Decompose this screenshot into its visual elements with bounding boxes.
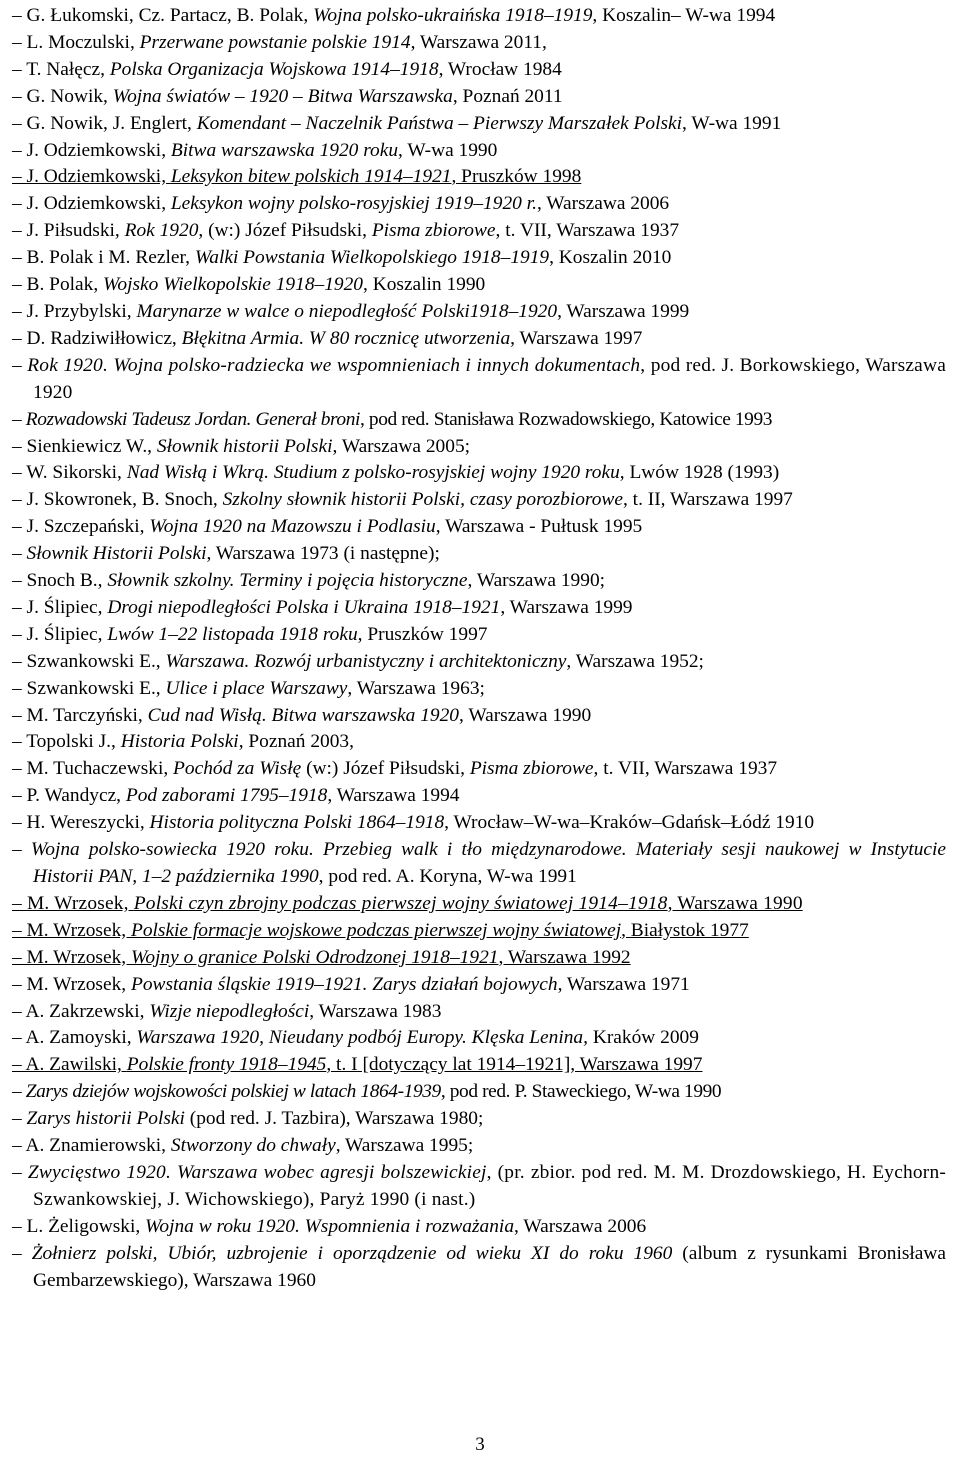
entry-text: – J. Odziemkowski, (12, 193, 171, 215)
entry-text: – L. Moczulski, (12, 31, 140, 53)
entry-text: , t. VII, Warszawa 1937 (593, 758, 778, 780)
bibliography-entry (12, 191, 946, 218)
entry-title-text: Wojna polsko-ukraińska 1918–1919 (313, 5, 593, 26)
entry-text: – A. Zawilski, (12, 1054, 127, 1076)
bibliography-list (12, 3, 946, 1295)
entry-text: – B. Polak i M. Rezler, (12, 247, 195, 269)
entry-text: – Snoch B., (12, 570, 108, 592)
bibliography-entry (12, 138, 946, 165)
entry-title-text: Drogi niepodległości Polska i Ukraina 1918–1921 (107, 596, 501, 618)
entry-title-text: Leksykon bitew polskich 1914–1921 (170, 166, 452, 188)
entry-title-text: Wojsko Wielkopolskie 1918–1920 (103, 274, 363, 296)
bibliography-entry (12, 918, 946, 945)
entry-text: – Szwankowski E., (12, 677, 166, 699)
entry-title-text: Wojna światów – 1920 – Bitwa Warszawska (112, 85, 453, 107)
entry-text: , Warszawa 1983 (309, 1000, 442, 1022)
entry-text: , Pruszków 1998 (451, 166, 582, 188)
bibliography-entry (12, 245, 946, 272)
entry-text: , Warszawa 1973 (i następne); (206, 543, 440, 565)
entry-text: , (w:) Józef Piłsudski, (198, 220, 372, 242)
entry-title-text: Wojna polsko-sowiecka 1920 roku. Przebieg walk i tło międzynarodowe. Materiały sesji naukowej w Instytucie Historii PAN, 1–2 października 1990 (30, 839, 947, 887)
bibliography-entry (12, 999, 946, 1026)
entry-text: – Szwankowski E., (12, 650, 166, 672)
bibliography-entry (12, 434, 946, 461)
entry-text: , Warszawa 1990 (459, 704, 592, 726)
entry-title-text: Polskie fronty 1918–1945 (126, 1054, 327, 1076)
entry-title-text: Słownik szkolny. Terminy i pojęcia historyczne (107, 570, 468, 592)
bibliography-entry (12, 514, 946, 541)
entry-text: , Warszawa - Pułtusk 1995 (435, 516, 643, 538)
entry-title-text: Nad Wisłą i Wkrą. Studium z polsko-rosyjskiej wojny 1920 roku (126, 462, 620, 484)
entry-text: , Warszawa 2006 (536, 193, 670, 215)
entry-title-text: Marynarze w walce o niepodległość Polski1918–1920 (136, 300, 558, 322)
bibliography-entry (12, 407, 946, 434)
entry-title-text: Polskie formacje wojskowe podczas pierwszej wojny światowej (130, 919, 622, 941)
entry-text: , Poznań 2003, (238, 731, 354, 753)
entry-title-text: Komendant – Naczelnik Państwa – Pierwszy Marszałek Polski (196, 112, 682, 134)
bibliography-entry (12, 1214, 946, 1241)
bibliography-entry (12, 676, 946, 703)
entry-text: , (pr. zbior. pod red. M. M. Drozdowskiego, H. Eychorn-Szwankowskiej, J. Wichowskiego), Paryż 1990 (i nast.) (33, 1161, 947, 1210)
entry-title-text: Żołnierz polski, Ubiór, uzbrojenie i oporządzenie od wieku XI do roku 1960 (31, 1242, 673, 1264)
entry-text: , Warszawa 1997 (510, 327, 643, 349)
entry-text: , Poznań 2011 (452, 85, 563, 107)
entry-text: – J. Ślipiec, (12, 596, 108, 618)
bibliography-entry (12, 84, 946, 111)
entry-title-text: Polska Organizacja Wojskowa 1914–1918 (109, 58, 439, 80)
entry-title-text: Pisma zbiorowe (469, 758, 594, 780)
bibliography-entry (12, 57, 946, 84)
entry-text: , Warszawa 2005; (332, 435, 471, 457)
entry-title-text: Rok 1920. Wojna polsko-radziecka we wspomnieniach i innych dokumentach (27, 354, 641, 376)
entry-text: – (12, 839, 31, 861)
entry-text: , Warszawa 2011, (410, 31, 547, 53)
bibliography-entry (12, 595, 946, 622)
entry-text: , W-wa 1990 (398, 139, 498, 161)
entry-title-text: Warszawa. Rozwój urbanistyczny i architektoniczny (165, 650, 567, 672)
entry-title-text: Bitwa warszawska 1920 roku (170, 139, 399, 161)
entry-title-text: Powstania śląskie 1919–1921. Zarys działań bojowych (130, 973, 558, 995)
entry-text: – J. Odziemkowski, (12, 166, 171, 188)
entry-title-text: Zwycięstwo 1920. Warszawa wobec agresji bolszewickiej (27, 1161, 487, 1183)
bibliography-entry (12, 326, 946, 353)
entry-text: , Białystok 1977 (621, 919, 749, 941)
entry-text: – M. Wrzosek, (12, 892, 134, 914)
entry-title-text: Zarys historii Polski (26, 1108, 185, 1130)
entry-title-text: Wojny o granice Polski Odrodzonej 1918–1921 (130, 946, 499, 968)
bibliography-entry (12, 756, 946, 783)
entry-title-text: Leksykon wojny polsko-rosyjskiej 1919–1920 r. (170, 193, 537, 215)
entry-text: – J. Przybylski, (12, 300, 137, 322)
entry-text: – (12, 354, 28, 376)
bibliography-entry (12, 1241, 946, 1295)
entry-text: – M. Wrzosek, (12, 946, 131, 968)
entry-text: – P. Wandycz, (12, 785, 126, 807)
entry-text: – G. Nowik, (12, 85, 113, 107)
entry-text: , Wrocław–W-wa–Kraków–Gdańsk–Łódź 1910 (444, 812, 815, 834)
entry-title-text: Pod zaborami 1795–1918 (125, 785, 328, 807)
bibliography-entry (12, 568, 946, 595)
bibliography-entry (12, 837, 946, 891)
entry-text: , Warszawa 1999 (557, 300, 690, 322)
entry-text: – J. Szczepański, (12, 516, 150, 538)
entry-text: – Topolski J., (12, 731, 121, 753)
entry-title-text: Cud nad Wisłą. Bitwa warszawska 1920 (147, 704, 459, 726)
entry-text: , Wrocław 1984 (438, 58, 562, 80)
entry-text: , pod red. P. Staweckiego, W-wa 1990 (440, 1081, 722, 1103)
entry-text: , Warszawa 1952; (566, 650, 704, 672)
bibliography-entry (12, 1052, 946, 1079)
entry-text: , t. I [dotyczący lat 1914–1921], Warszawa 1997 (326, 1054, 703, 1076)
bibliography-entry (12, 810, 946, 837)
entry-text: , Warszawa 1971 (557, 973, 690, 995)
entry-text: Kraków 2009 (587, 1027, 699, 1049)
bibliography-entry (12, 891, 946, 918)
entry-text: , Warszawa 1990 (667, 892, 803, 914)
entry-text: , Pruszków 1997 (357, 623, 488, 645)
entry-text: , t. VII, Warszawa 1937 (495, 220, 680, 242)
bibliography-entry (12, 703, 946, 730)
entry-text: – J. Odziemkowski, (12, 139, 171, 161)
entry-text: – (12, 1161, 28, 1183)
entry-title-text: Stworzony do chwały (170, 1135, 336, 1157)
entry-title-text: Rok 1920 (124, 220, 199, 242)
entry-text: – W. Sikorski, (12, 462, 127, 484)
entry-text: – B. Polak, (12, 274, 104, 296)
entry-text: – (12, 1242, 32, 1264)
entry-text: , Warszawa 1994 (327, 785, 460, 807)
entry-text: – A. Znamierowski, (12, 1135, 171, 1157)
entry-text: – D. Radziwiłłowicz, (12, 327, 182, 349)
entry-title-text: Słownik Historii Polski (26, 543, 207, 565)
bibliography-entry (12, 299, 946, 326)
entry-text: , Koszalin 2010 (549, 247, 672, 269)
entry-text: , Warszawa 1999 (500, 596, 633, 618)
bibliography-entry (12, 353, 946, 407)
entry-text: , pod red. Stanisława Rozwadowskiego, Katowice 1993 (360, 408, 773, 430)
entry-text: – M. Wrzosek, (12, 973, 131, 995)
entry-text: , t. II, Warszawa 1997 (622, 489, 793, 511)
bibliography-entry (12, 487, 946, 514)
entry-title-text: Wojna w roku 1920. Wspomnienia i rozważania (145, 1215, 515, 1237)
bibliography-entry (12, 541, 946, 568)
bibliography-entry (12, 729, 946, 756)
entry-title-text: Słownik historii Polski (156, 435, 333, 457)
page-number: 3 (475, 1434, 485, 1455)
entry-text: , Lwów 1928 (1993) (619, 462, 780, 484)
bibliography-entry (12, 30, 946, 57)
bibliography-entry (12, 111, 946, 138)
entry-text: – (12, 1108, 27, 1130)
entry-text: , Warszawa 1995; (335, 1135, 474, 1157)
entry-title-text: Lwów 1–22 listopada 1918 roku (107, 623, 358, 645)
bibliography-entry (12, 1106, 946, 1133)
bibliography-entry (12, 164, 946, 191)
entry-text: – J. Ślipiec, (12, 623, 108, 645)
bibliography-entry (12, 945, 946, 972)
entry-text: , Koszalin 1990 (363, 274, 486, 296)
bibliography-entry (12, 649, 946, 676)
entry-text: , Warszawa 1992 (498, 946, 631, 968)
entry-text: – M. Wrzosek, (12, 919, 131, 941)
entry-text: – M. Tuchaczewski, (12, 758, 174, 780)
entry-title-text: Pochód za Wisłę (173, 758, 302, 780)
entry-text: , Warszawa 1963; (347, 677, 485, 699)
entry-title-text: Rozwadowski Tadeusz Jordan. Generał broni (25, 408, 361, 430)
bibliography-entry (12, 1160, 946, 1214)
entry-text: – G. Nowik, J. Englert, (12, 112, 197, 134)
entry-title-text: Wojna 1920 na Mazowszu i Podlasiu (149, 516, 436, 538)
entry-text: – (12, 408, 26, 430)
entry-title-text: Ulice i place Warszawy (165, 677, 348, 699)
entry-title-text: Pisma zbiorowe (371, 220, 496, 242)
entry-text: , pod red. J. Borkowskiego, Warszawa 1920 (33, 354, 946, 403)
entry-text: (pod red. J. Tazbira), Warszawa 1980; (184, 1108, 484, 1130)
entry-text: – G. Łukomski, Cz. Partacz, B. Polak, (12, 5, 314, 26)
entry-title-text: Warszawa 1920, Nieudany podbój Europy. Klęska Lenina, (136, 1027, 588, 1049)
entry-text: – H. Wereszycki, (12, 812, 150, 834)
entry-title-text: Szkolny słownik historii Polski, czasy porozbiorowe (222, 489, 623, 511)
entry-title-text: Przerwane powstanie polskie 1914 (139, 31, 411, 53)
entry-title-text: Historia polityczna Polski 1864–1918 (149, 812, 445, 834)
bibliography-entry (12, 1079, 946, 1106)
entry-text: , Warszawa 1990; (467, 570, 606, 592)
entry-text: – Sienkiewicz W., (12, 435, 157, 457)
entry-text: , pod red. A. Koryna, W-wa 1991 (318, 866, 577, 887)
bibliography-entry (12, 1025, 946, 1052)
bibliography-entry (12, 272, 946, 299)
bibliography-entry (12, 972, 946, 999)
bibliography-entry (12, 218, 946, 245)
entry-text: – J. Piłsudski, (12, 220, 125, 242)
entry-text: (w:) Józef Piłsudski, (301, 758, 470, 780)
entry-text: – (12, 543, 27, 565)
entry-text: – L. Żeligowski, (12, 1215, 146, 1237)
entry-text: , Warszawa 2006 (514, 1215, 647, 1237)
bibliography-entry (12, 1133, 946, 1160)
entry-title-text: Zarys dziejów wojskowości polskiej w latach 1864-1939 (25, 1081, 441, 1103)
entry-text: – (12, 1081, 26, 1103)
entry-title-text: Historia Polski (120, 731, 239, 753)
entry-text: , Koszalin– W-wa 1994 (592, 5, 776, 26)
bibliography-entry (12, 783, 946, 810)
entry-text: – A. Zamoyski, (12, 1027, 137, 1049)
bibliography-entry (12, 460, 946, 487)
entry-title-text: Walki Powstania Wielkopolskiego 1918–1919 (194, 247, 550, 269)
entry-title-text: Wizje niepodległości (149, 1000, 310, 1022)
bibliography-entry (12, 622, 946, 649)
entry-text: – J. Skowronek, B. Snoch, (12, 489, 223, 511)
entry-text: (album z rysunkami Bronisława Gembarzewskiego), Warszawa 1960 (33, 1242, 946, 1291)
entry-text: – A. Zakrzewski, (12, 1000, 150, 1022)
entry-text: – M. Tarczyński, (12, 704, 148, 726)
entry-text: , W-wa 1991 (682, 112, 782, 134)
entry-title-text: Polski czyn zbrojny podczas pierwszej wojny światowej 1914–1918 (133, 892, 668, 914)
bibliography-entry (12, 3, 946, 30)
entry-text: – T. Nałęcz, (12, 58, 110, 80)
entry-title-text: Błękitna Armia. W 80 rocznicę utworzenia (181, 327, 511, 349)
